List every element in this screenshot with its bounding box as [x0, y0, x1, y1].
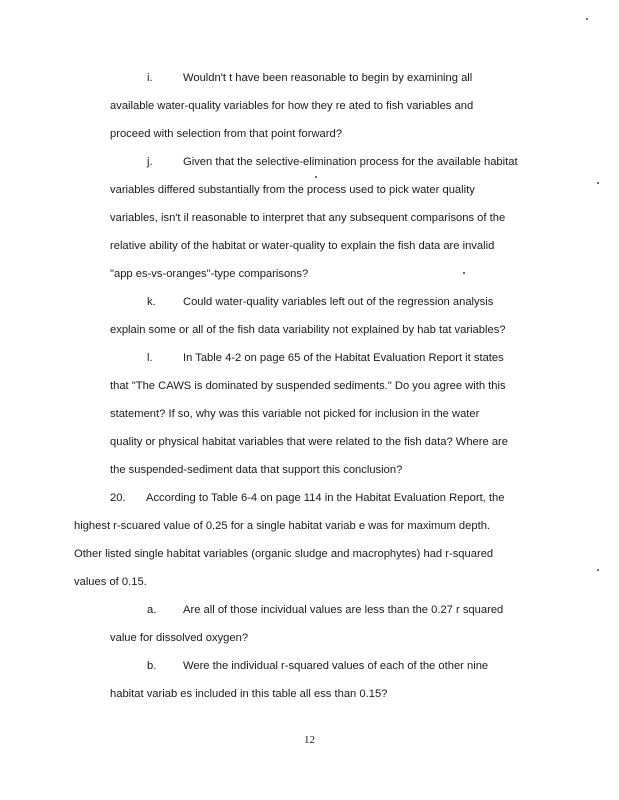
item-k-marker: k.	[147, 296, 156, 308]
item-l-line-4: quality or physical habitat variables that were related to the fish data? Where are	[110, 436, 508, 448]
scan-speck	[463, 272, 465, 274]
item-i-line-1: Wouldn't t have been reasonable to begin by examining all	[183, 72, 473, 84]
subitem-a-marker: a.	[147, 604, 157, 616]
subitem-b-line-1: Were the individual r-squared values of each of the other nine	[183, 660, 489, 672]
item-j-line-4: relative ability of the habitat or water-quality to explain the fish data are invalid	[110, 240, 495, 252]
item-l-line-3: statement? If so, why was this variable not picked for inclusion in the water	[110, 408, 480, 420]
item-l-line-2: that "The CAWS is dominated by suspended sediments." Do you agree with this	[110, 380, 506, 392]
item-i-line-3: proceed with selection from that point forward?	[110, 128, 342, 140]
question-20-line-4: values of 0.15.	[74, 576, 147, 588]
item-j-line-1: Given that the selective-elimination process for the available habitat	[183, 156, 518, 168]
scan-speck	[597, 182, 599, 184]
item-j-marker: j.	[147, 156, 153, 168]
item-k-line-2: explain some or all of the fish data variability not explained by hab tat variables?	[110, 324, 506, 336]
subitem-b-line-2: habitat variab es included in this table all ess than 0.15?	[110, 688, 388, 700]
item-i-line-2: available water-quality variables for how they re ated to fish variables and	[110, 100, 474, 112]
scan-speck	[586, 18, 588, 20]
subitem-b-marker: b.	[147, 660, 157, 672]
subitem-a-line-1: Are all of those incividual values are less than the 0.27 r squared	[183, 604, 504, 616]
question-20-number: 20.	[110, 492, 126, 504]
page-number: 12	[304, 734, 315, 746]
item-i-marker: i.	[147, 72, 153, 84]
item-j-line-5: "app es-vs-oranges"-type comparisons?	[110, 268, 309, 280]
item-l-line-1: In Table 4-2 on page 65 of the Habitat Evaluation Report it states	[183, 352, 504, 364]
item-l-line-5: the suspended-sediment data that support this conclusion?	[110, 464, 403, 476]
item-j-line-2: variables differed substantially from the process used to pick water quality	[110, 184, 475, 196]
question-20-line-2: highest r-scuared value of 0.25 for a single habitat variab e was for maximum depth.	[74, 520, 491, 532]
scan-speck	[315, 176, 317, 178]
item-l-marker: l.	[147, 352, 153, 364]
item-j-line-3: variables, isn't il reasonable to interpret that any subsequent comparisons of the	[110, 212, 506, 224]
question-20-line-1: According to Table 6-4 on page 114 in the Habitat Evaluation Report, the	[146, 492, 505, 504]
subitem-a-line-2: value for dissolved oxygen?	[110, 632, 249, 644]
question-20-line-3: Other listed single habitat variables (organic sludge and macrophytes) had r-squared	[74, 548, 494, 560]
scan-speck	[597, 569, 599, 571]
item-k-line-1: Could water-quality variables left out of the regression analysis	[183, 296, 494, 308]
